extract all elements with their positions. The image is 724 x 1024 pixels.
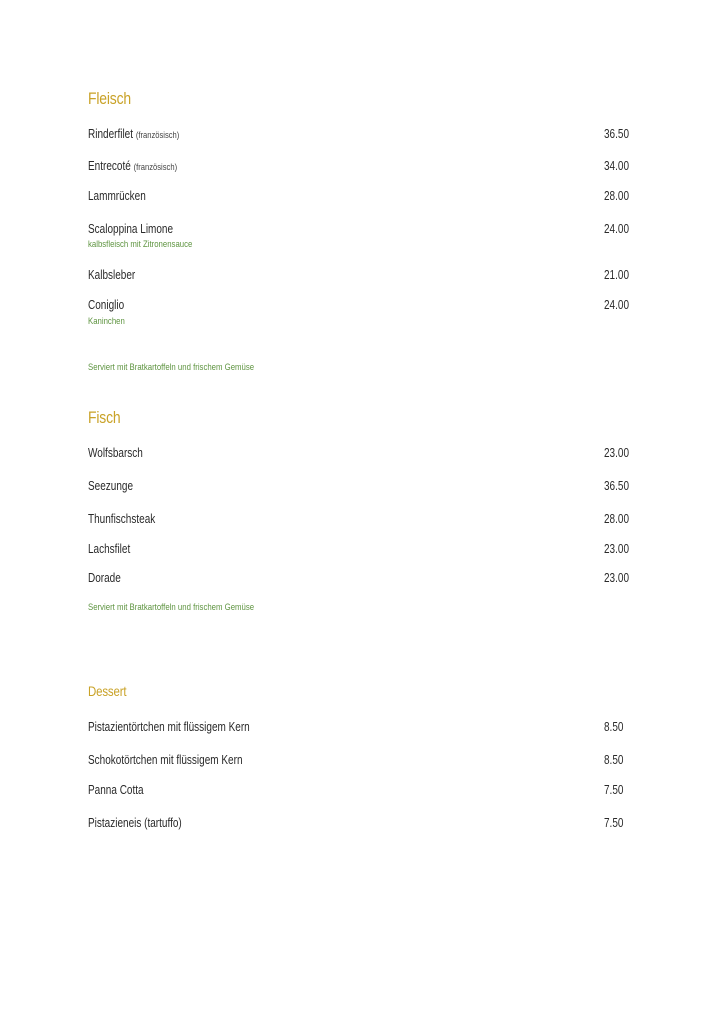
section-heading-fleisch: Fleisch	[88, 89, 132, 108]
menu-item-name: Panna Cotta	[88, 783, 144, 797]
menu-item-price: 36.50	[604, 479, 630, 493]
section-heading-fisch: Fisch	[88, 408, 121, 427]
menu-item-name: Dorade	[88, 571, 121, 585]
menu-item-name	[88, 127, 179, 141]
menu-item-price: 8.50	[604, 753, 624, 767]
menu-item-name-text: Entrecoté	[88, 159, 131, 173]
menu-item-name-text: Rinderfilet	[88, 127, 134, 141]
menu-item-name: Lammrücken	[88, 189, 146, 203]
menu-item-name: Schokotörtchen mit flüssigem Kern	[88, 753, 243, 767]
menu-item-price: 36.50	[604, 127, 630, 141]
menu-item-inline-note: (französisch)	[133, 162, 178, 173]
menu-item-price: 24.00	[604, 298, 630, 312]
menu-item-price: 28.00	[604, 189, 630, 203]
menu-item-price: 23.00	[604, 542, 630, 556]
menu-item-price: 23.00	[604, 446, 630, 460]
menu-item-name: Seezunge	[88, 479, 134, 493]
menu-item-price: 7.50	[604, 816, 624, 830]
menu-item-name	[88, 159, 177, 173]
menu-item-name: Coniglio	[88, 298, 125, 312]
section-note: Serviert mit Bratkartoffeln und frischem Gemüse	[88, 362, 255, 373]
menu-item-name: Scaloppina Limone	[88, 222, 174, 236]
menu-item-description: kalbsfleisch mit Zitronensauce	[88, 239, 193, 250]
menu-item-name: Thunfischsteak	[88, 512, 156, 526]
menu-item-description: Kaninchen	[88, 316, 125, 327]
menu-item-inline-note: (französisch)	[135, 130, 180, 141]
menu-item-price: 23.00	[604, 571, 630, 585]
menu-item-price: 7.50	[604, 783, 624, 797]
menu-item-name: Pistazieneis (tartuffo)	[88, 816, 182, 830]
menu-item-name: Wolfsbarsch	[88, 446, 143, 460]
menu-item-price: 28.00	[604, 512, 630, 526]
section-heading-dessert: Dessert	[88, 683, 127, 699]
menu-item-price: 24.00	[604, 222, 630, 236]
menu-item-name: Lachsfilet	[88, 542, 131, 556]
menu-item-price: 21.00	[604, 268, 630, 282]
menu-item-name: Pistazientörtchen mit flüssigem Kern	[88, 720, 250, 734]
section-note: Serviert mit Bratkartoffeln und frischem Gemüse	[88, 602, 255, 613]
menu-item-price: 8.50	[604, 720, 624, 734]
menu-item-name: Kalbsleber	[88, 268, 136, 282]
menu-item-price: 34.00	[604, 159, 630, 173]
